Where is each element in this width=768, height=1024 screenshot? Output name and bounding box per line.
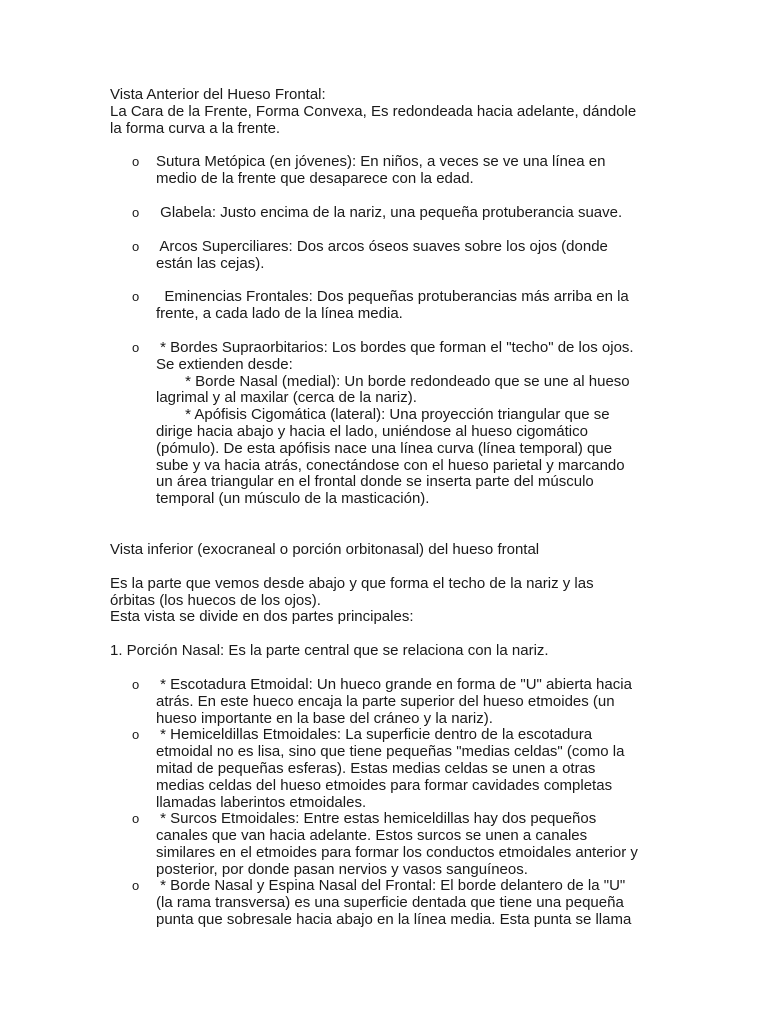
bullet-circle-icon: o — [132, 811, 140, 827]
section2-heading-block — [110, 542, 658, 559]
list-item-line: sube y va hacia atrás, conectándose con el hueso parietal y marcando — [156, 456, 625, 474]
list-item-line: * Borde Nasal (medial): Un borde redondeado que se une al hueso — [156, 372, 630, 390]
list-item — [110, 727, 658, 811]
list-item-line: Sutura Metópica (en jóvenes): En niños, a veces se ve una línea en — [156, 153, 606, 171]
list-item-line: lagrimal y al maxilar (cerca de la nariz). — [156, 389, 417, 407]
list-item-line: punta que sobresale hacia abajo en la línea media. Esta punta se llama — [156, 911, 632, 929]
section2-subtitle-block — [110, 643, 658, 660]
list-item — [110, 289, 658, 323]
list-item-line: atrás. En este hueco encaja la parte superior del hueso etmoides (un — [156, 692, 615, 710]
list-item-line: temporal (un músculo de la masticación). — [156, 490, 430, 508]
bullet-circle-icon: o — [132, 878, 140, 894]
list-item-line: Glabela: Justo encima de la nariz, una pequeña protuberancia suave. — [156, 203, 623, 221]
list-item — [110, 677, 658, 727]
section1-title: Vista Anterior del Hueso Frontal: — [110, 86, 326, 103]
bullet-circle-icon: o — [132, 289, 140, 305]
list-item-line: llamadas laberintos etmoidales. — [156, 793, 367, 811]
list-item-line: medio de la frente que desaparece con la edad. — [156, 170, 474, 188]
section1-heading-block — [110, 87, 658, 137]
list-item-line: medias celdas del hueso etmoides para formar cavidades completas — [156, 776, 613, 794]
document-page — [110, 87, 658, 929]
bullet-circle-icon: o — [132, 238, 140, 254]
list-item-line: canales que van hacia adelante. Estos surcos se unen a canales — [156, 827, 588, 845]
list-item-line: * Borde Nasal y Espina Nasal del Frontal: El borde delantero de la "U" — [156, 877, 626, 895]
list-item-line: Se extienden desde: — [156, 355, 293, 373]
list-item-line: frente, a cada lado de la línea media. — [156, 305, 403, 323]
list-item — [110, 239, 658, 273]
section2-title: Vista inferior (exocraneal o porción orbitonasal) del hueso frontal — [110, 540, 540, 558]
list-item-line: Eminencias Frontales: Dos pequeñas protuberancias más arriba en la — [156, 288, 629, 306]
bullet-circle-icon: o — [132, 727, 140, 743]
list-item — [110, 811, 658, 878]
list-item — [110, 205, 658, 222]
list-item — [110, 340, 658, 508]
list-item-line: * Escotadura Etmoidal: Un hueco grande en forma de "U" abierta hacia — [156, 675, 632, 693]
section2-intro-line: órbitas (los huecos de los ojos). — [110, 591, 321, 609]
list-item — [110, 878, 658, 928]
list-item-line: similares en el etmoides para formar los conductos etmoidales anterior y — [156, 843, 638, 861]
bullet-circle-icon: o — [132, 676, 140, 692]
bullet-circle-icon: o — [132, 154, 140, 170]
list-item-line: posterior, por donde pasan nervios y vasos sanguíneos. — [156, 860, 528, 878]
section1-intro-line: la forma curva a la frente. — [110, 119, 281, 137]
section2-subtitle: 1. Porción Nasal: Es la parte central que se relaciona con la nariz. — [110, 642, 549, 660]
list-item-line: * Hemiceldillas Etmoidales: La superficie dentro de la escotadura — [156, 726, 593, 744]
list-item-line: dirige hacia abajo y hacia el lado, uniéndose al hueso cigomático — [156, 422, 588, 440]
list-item-line: * Apófisis Cigomática (lateral): Una proyección triangular que se — [156, 406, 610, 424]
list-item-line: hueso importante en la base del cráneo y la nariz). — [156, 709, 493, 727]
list-item-line: * Bordes Supraorbitarios: Los bordes que forman el "techo" de los ojos. — [156, 338, 634, 356]
section2-intro-line: Esta vista se divide en dos partes principales: — [110, 608, 414, 626]
list-item-line: * Surcos Etmoidales: Entre estas hemiceldillas hay dos pequeños — [156, 810, 597, 828]
list-item-line: (pómulo). De esta apófisis nace una línea curva (línea temporal) que — [156, 439, 613, 457]
list-item-line: Arcos Superciliares: Dos arcos óseos suaves sobre los ojos (donde — [156, 237, 608, 255]
list-item-line: un área triangular en el frontal donde se inserta parte del músculo — [156, 473, 594, 491]
bullet-circle-icon: o — [132, 204, 140, 220]
list-item-line: mitad de pequeñas esferas). Estas medias celdas se unen a otras — [156, 759, 596, 777]
list-item-line: etmoidal no es lisa, sino que tiene pequeñas "medias celdas" (como la — [156, 743, 625, 761]
list-item-line: (la rama transversa) es una superficie dentada que tiene una pequeña — [156, 894, 624, 912]
bullet-circle-icon: o — [132, 339, 140, 355]
section2-intro-line: Es la parte que vemos desde abajo y que forma el techo de la nariz y las — [110, 574, 594, 592]
list-item-line: están las cejas). — [156, 254, 265, 272]
section2-intro — [110, 576, 658, 626]
section1-intro-line: La Cara de la Frente, Forma Convexa, Es redondeada hacia adelante, dándole — [110, 102, 637, 120]
list-item — [110, 154, 658, 188]
